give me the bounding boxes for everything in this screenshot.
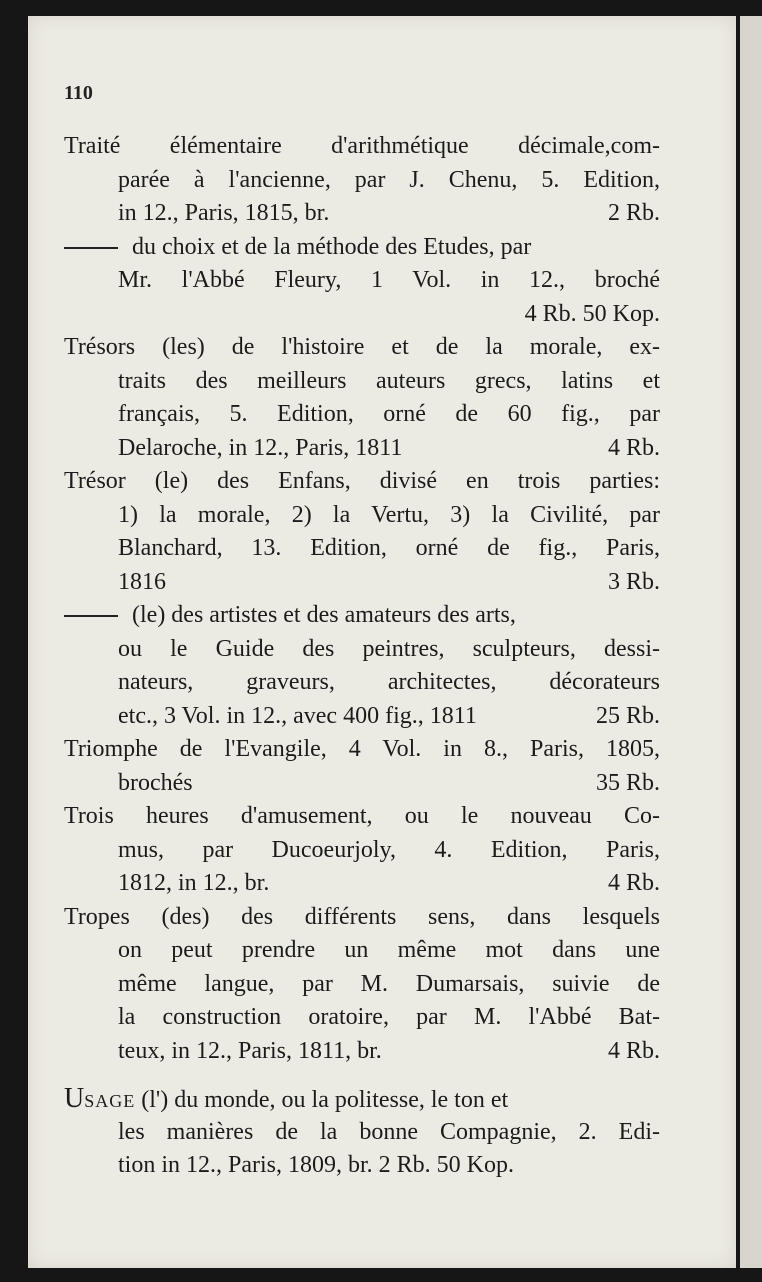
- price: 4 Rb.: [607, 870, 660, 896]
- entry-text: Delaroche, in 12., Paris, 1811: [118, 434, 403, 461]
- entry-text: 1812, in 12., br.: [118, 870, 270, 896]
- entry-line: Blanchard, 13. Edition, orné de fig., Paris,: [118, 535, 660, 561]
- price: 3 Rb.: [607, 568, 660, 595]
- entry-line-ditto: [64, 231, 660, 265]
- entry-line: ou le Guide des peintres, sculpteurs, dessi-: [118, 635, 660, 662]
- entry-line: français, 5. Edition, orné de 60 fig., par: [118, 401, 660, 427]
- entry-text: brochés: [118, 769, 193, 796]
- next-page-edge: [740, 16, 762, 1268]
- entry-line: Mr. l'Abbé Fleury, 1 Vol. in 12., broché: [118, 267, 660, 293]
- entry-text: (l') du monde, ou la politesse, le ton et: [135, 1087, 509, 1113]
- entry-text: teux, in 12., Paris, 1811, br.: [118, 1037, 382, 1064]
- entry-line-usage: [64, 1082, 660, 1116]
- entry-line: parée à l'ancienne, par J. Chenu, 5. Edition,: [118, 166, 660, 193]
- entry-line: Trésors (les) de l'histoire et de la morale, ex-: [64, 334, 660, 360]
- entry-line: même langue, par M. Dumarsais, suivie de: [118, 970, 660, 997]
- entry-line: 1) la morale, 2) la Vertu, 3) la Civilité, par: [118, 501, 660, 528]
- price: 35 Rb.: [595, 769, 660, 796]
- entry-line: nateurs, graveurs, architectes, décorateurs: [118, 669, 660, 695]
- entry-text: in 12., Paris, 1815, br.: [118, 200, 330, 226]
- entry-line: tion in 12., Paris, 1809, br. 2 Rb. 50 Kop.: [118, 1152, 515, 1178]
- entry-last-line: [118, 700, 660, 734]
- price: 2 Rb.: [607, 200, 660, 226]
- catalog-body: [64, 130, 660, 1183]
- entry-line: traits des meilleurs auteurs grecs, latins et: [118, 367, 660, 394]
- entry-text: du choix et de la méthode des Etudes, par: [132, 233, 532, 260]
- entry-line: les manières de la bonne Compagnie, 2. Edi-: [118, 1118, 660, 1145]
- entry-line: la construction oratoire, par M. l'Abbé Bat-: [118, 1004, 660, 1030]
- entry-line-ditto: [64, 599, 660, 633]
- entry-line: Trésor (le) des Enfans, divisé en trois parties:: [64, 468, 660, 494]
- page-number: 110: [64, 82, 93, 104]
- entry-text: etc., 3 Vol. in 12., avec 400 fig., 1811: [118, 702, 477, 729]
- entry-last-line: [118, 767, 660, 801]
- entry-last-line: [118, 867, 660, 901]
- initial-letter: U: [64, 1083, 85, 1114]
- entry-text: 1816: [118, 568, 166, 595]
- price: 4 Rb. 50 Kop.: [524, 300, 660, 327]
- entry-last-line: [118, 566, 660, 600]
- entry-line: Traité élémentaire d'arithmétique décimale,com-: [64, 133, 660, 159]
- entry-last-line: [118, 197, 660, 231]
- smallcaps-heading: SAGE: [84, 1091, 136, 1111]
- ditto-dash: [64, 615, 118, 617]
- price: 4 Rb.: [607, 434, 660, 461]
- entry-line: Trois heures d'amusement, ou le nouveau Co-: [64, 803, 660, 829]
- ditto-dash: [64, 247, 118, 249]
- entry-line: on peut prendre un même mot dans une: [118, 937, 660, 963]
- entry-last-line: [118, 432, 660, 466]
- entry-line: mus, par Ducoeurjoly, 4. Edition, Paris,: [118, 836, 660, 863]
- entry-text: (le) des artistes et des amateurs des arts,: [132, 602, 516, 628]
- entry-line: Triomphe de l'Evangile, 4 Vol. in 8., Paris, 1805,: [64, 736, 660, 762]
- entry-last-line: [118, 1035, 660, 1069]
- price: 25 Rb.: [595, 702, 660, 729]
- price: 4 Rb.: [607, 1037, 660, 1064]
- entry-line: Tropes (des) des différents sens, dans lesquels: [64, 903, 660, 930]
